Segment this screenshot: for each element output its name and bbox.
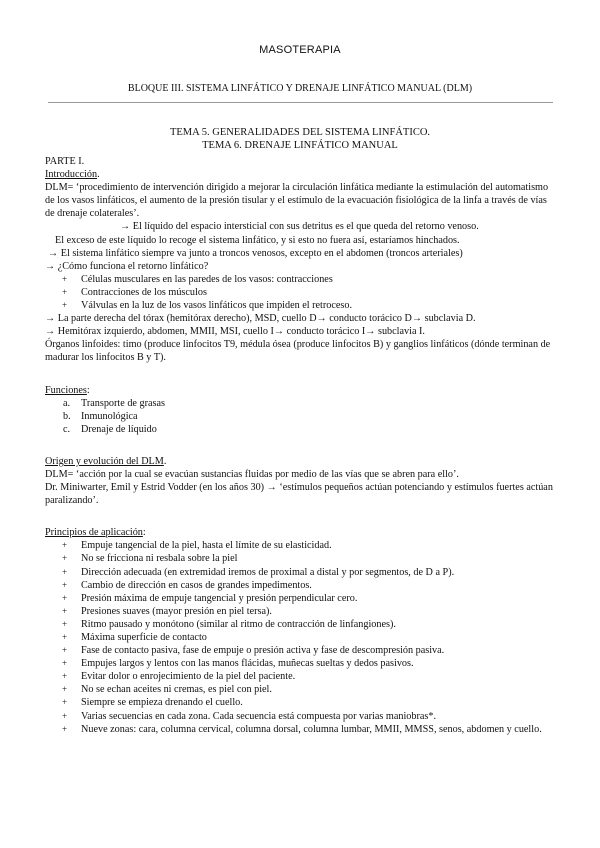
dlm-definition: DLM= ‘procedimiento de intervención dirigido a mejorar la circulación linfática mediante la estimulación del automatismo de los vasos linfáticos, el aumento de la presión tisular y el estímulo de la evacuación fisiológica de la linfa a través de vías de drenaje colaterales’.	[45, 182, 549, 220]
list-marker: b.	[63, 410, 71, 422]
topic-title-5: TEMA 5. GENERALIDADES DEL SISTEMA LINFÁTICO.	[169, 127, 431, 138]
intro-line-2: El exceso de este líquido lo recoge el sistema linfático, y si esto no fuera así, estaríamos hinchados.	[55, 234, 460, 246]
intro-heading-suffix: .	[97, 169, 100, 181]
functions-heading-text: Funciones	[45, 384, 87, 396]
intro-line-3: → El sistema linfático siempre va junto a troncos venosos, excepto en el abdomen (troncos arteriales)	[48, 247, 463, 259]
principles-heading-suffix: :	[142, 527, 146, 539]
list-item: + Nueve zonas: cara, columna cervical, columna dorsal, columna lumbar, MMII, MMSS, senos, abdomen y cuello.	[45, 723, 555, 736]
list-item: + Varias secuencias en cada zona. Cada secuencia está compuesta por varias maniobras*.	[45, 710, 555, 723]
return-question: → ¿Cómo funciona el retorno linfático?	[45, 260, 209, 272]
origin-heading-suffix: .	[163, 455, 167, 467]
intro-heading-text: Introducción	[45, 169, 98, 181]
mechanism-list	[45, 273, 555, 312]
principles-heading-text: Principios de aplicación	[45, 527, 143, 539]
intro-line-1: → El líquido del espacio intersticial con sus detritus es el que queda del retorno venoso.	[120, 221, 479, 233]
list-item: + Empujes largos y lentos con las manos flácidas, muñecas sueltas y dedos pasivos.	[45, 657, 555, 670]
list-item: + Contracciones de los músculos	[45, 286, 555, 299]
topic-title-6: TEMA 6. DRENAJE LINFÁTICO MANUAL	[202, 140, 398, 151]
list-item: + Fase de contacto pasiva, fase de empuje o presión activa y fase de descompresión pasiva.	[45, 644, 555, 657]
lymphoid-organs: Órganos linfoides: timo (produce linfocitos T9, médula ósea (produce linfocitos B) y ganglios linfáticos (dónde terminan de madurar los linfocitos B y T).	[45, 339, 551, 364]
list-marker: c.	[63, 423, 71, 435]
functions-heading-suffix: :	[86, 384, 90, 396]
left-drainage-line: → Hemitórax izquierdo, abdomen, MMII, MSI, cuello I→ conducto torácico I→ subclavia I.	[45, 326, 425, 338]
list-item: + Empuje tangencial de la piel, hasta el límite de su elasticidad.	[45, 539, 555, 552]
list-item: + No se fricciona ni resbala sobre la piel	[45, 552, 555, 565]
list-item: + Presiones suaves (mayor presión en piel tersa).	[45, 605, 555, 618]
list-text: Transporte de grasas	[81, 397, 165, 409]
list-item: + Presión máxima de empuje tangencial y presión perpendicular cero.	[45, 592, 555, 605]
principles-heading	[45, 526, 555, 539]
right-drainage-line: → La parte derecha del tórax (hemitórax derecho), MSD, cuello D→ conducto torácico D→ subclavia D.	[45, 313, 476, 325]
topic-titles	[0, 126, 600, 152]
block-title: BLOQUE III. SISTEMA LINFÁTICO Y DRENAJE LINFÁTICO MANUAL (DLM)	[127, 83, 473, 94]
document-body	[45, 155, 555, 736]
list-item	[45, 423, 555, 436]
intro-heading	[45, 168, 555, 181]
principles-list	[45, 539, 555, 735]
document-title: MASOTERAPIA	[259, 44, 341, 56]
list-item	[45, 397, 555, 410]
list-item	[45, 410, 555, 423]
list-item: + Ritmo pausado y monótono (similar al ritmo de contracción de linfangiones).	[45, 618, 555, 631]
list-text: Drenaje de líquido	[81, 423, 157, 435]
list-text: Inmunológica	[81, 410, 138, 422]
list-item: + Dirección adecuada (en extremidad iremos de proximal a distal y por segmentos, de D a P).	[45, 566, 555, 579]
functions-heading	[45, 384, 555, 397]
origin-line-2: Dr. Miniwarter, Emil y Estrid Vodder (en los años 30) → ‘estímulos pequeños actúan potenciando y estímulos fuertes actúan paralizando’.	[45, 482, 553, 507]
origin-heading	[45, 455, 555, 468]
origin-line-1: DLM= ‘acción por la cual se evacúan sustancias fluidas por medio de las vías que se abren para ello’.	[45, 468, 459, 480]
functions-list	[45, 397, 555, 436]
origin-heading-text: Origen y evolución del DLM	[45, 455, 164, 467]
list-item: + Evitar dolor o enrojecimiento de la piel del paciente.	[45, 670, 555, 683]
list-item: + Válvulas en la luz de los vasos linfáticos que impiden el retroceso.	[45, 299, 555, 312]
list-item: + Cambio de dirección en casos de grandes impedimentos.	[45, 579, 555, 592]
list-item: + No se echan aceites ni cremas, es piel con piel.	[45, 683, 555, 696]
part-label: PARTE I.	[45, 156, 85, 167]
list-item: + Máxima superficie de contacto	[45, 631, 555, 644]
header-divider	[48, 102, 553, 103]
list-marker: a.	[63, 397, 71, 409]
list-item: + Células musculares en las paredes de los vasos: contracciones	[45, 273, 555, 286]
list-item: + Siempre se empieza drenando el cuello.	[45, 696, 555, 709]
